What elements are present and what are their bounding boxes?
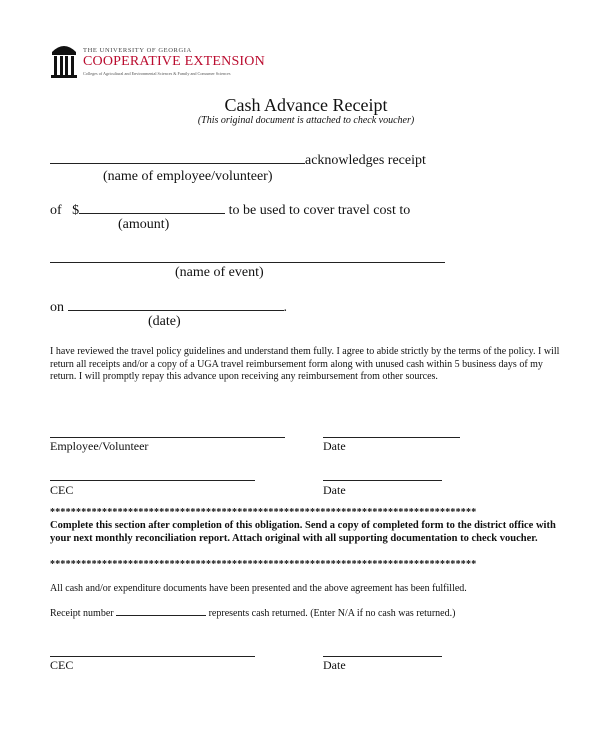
uga-logo <box>50 42 280 82</box>
page-subtitle: (This original document is attached to check voucher) <box>197 115 415 126</box>
agreement-text: I have reviewed the travel policy guidelines and understand them fully. I agree to abide strictly by the terms of the policy. I will return all receipts and/or a copy of a UGA travel reimbursement form along with unused cash within 5 business days of my return. I will promptly repay this advance upon receiving any reimbursement from other sources. <box>50 346 560 382</box>
date-suffix: . <box>283 300 287 315</box>
date-field[interactable] <box>68 298 284 311</box>
employee-row <box>50 151 426 169</box>
employee-date-field[interactable] <box>323 437 460 438</box>
amount-row <box>50 201 410 219</box>
logo-colleges: Colleges of Agricultural and Environmental Sciences & Family and Consumer Sciences <box>83 71 231 76</box>
amount-suffix: to be used to cover travel cost to <box>225 203 411 218</box>
employee-signature-field[interactable] <box>50 437 285 438</box>
date-label: (date) <box>148 314 181 329</box>
receipt-number-field[interactable] <box>116 606 206 616</box>
fulfilled-text: All cash and/or expenditure documents have been presented and the above agreement has been fulfilled. <box>50 583 467 594</box>
amount-prefix: of $ <box>50 203 80 218</box>
employee-name-field[interactable] <box>50 151 305 164</box>
cec-date-label: Date <box>323 483 346 497</box>
employee-suffix: acknowledges receipt <box>305 153 426 168</box>
employee-date-label: Date <box>323 439 346 453</box>
cec-signature-label: CEC <box>50 483 74 497</box>
event-name-field[interactable] <box>50 262 445 263</box>
cec-signature-field[interactable] <box>50 480 255 481</box>
page-title: Cash Advance Receipt <box>224 95 388 115</box>
arch-icon <box>50 42 78 78</box>
receipt-row <box>50 606 455 621</box>
final-date-label: Date <box>323 658 346 672</box>
logo-university: THE UNIVERSITY OF GEORGIA <box>83 47 192 54</box>
final-cec-signature-field[interactable] <box>50 656 255 657</box>
event-label: (name of event) <box>175 265 264 280</box>
date-prefix: on <box>50 300 68 315</box>
receipt-suffix: represents cash returned. (Enter N/A if no cash was returned.) <box>206 608 456 619</box>
star-divider-bottom: ********************************************************************************** <box>50 559 477 570</box>
amount-field[interactable] <box>79 201 225 214</box>
amount-label: (amount) <box>118 217 170 232</box>
receipt-prefix: Receipt number <box>50 608 117 619</box>
employee-signature-label: Employee/Volunteer <box>50 439 149 453</box>
cec-date-field[interactable] <box>323 480 442 481</box>
employee-label: (name of employee/volunteer) <box>103 169 273 184</box>
completion-note: Complete this section after completion of this obligation. Send a copy of completed form to the district office with your next monthly reconciliation report. Attach original with all supporting documentation to check voucher. <box>50 520 556 544</box>
logo-extension: COOPERATIVE EXTENSION <box>83 54 265 69</box>
final-cec-label: CEC <box>50 658 74 672</box>
star-divider-top: ********************************************************************************** <box>50 507 477 518</box>
final-date-field[interactable] <box>323 656 442 657</box>
